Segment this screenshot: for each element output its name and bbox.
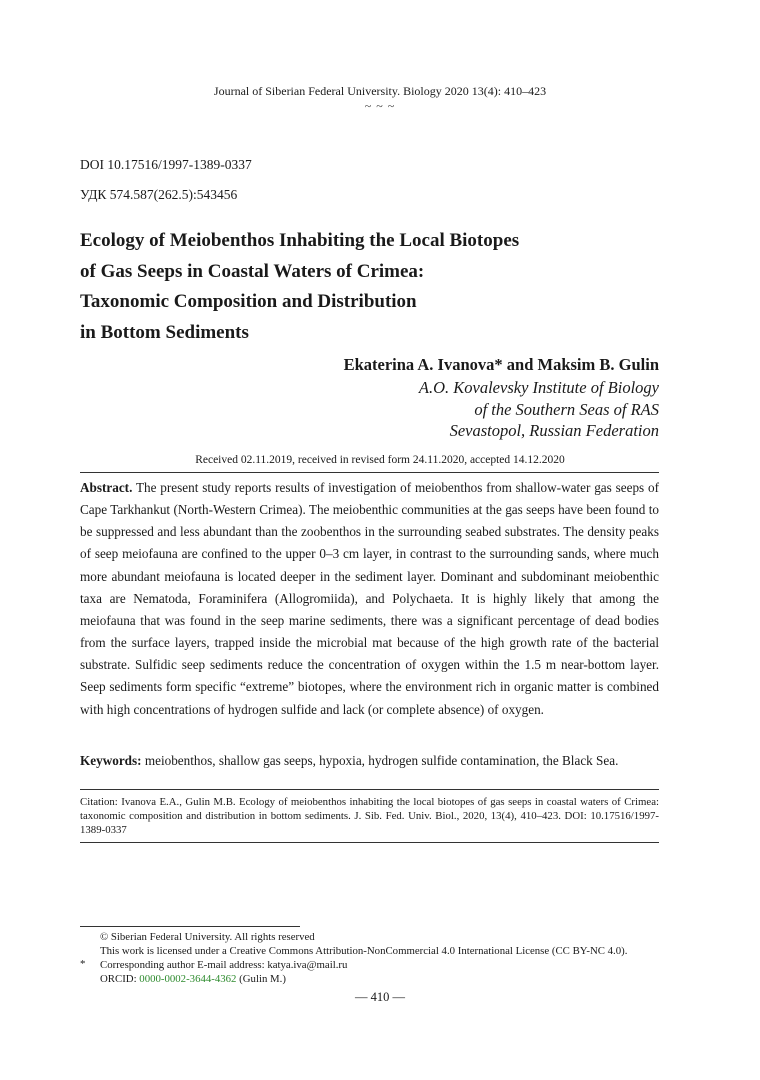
page-number: — 410 —: [355, 990, 405, 1004]
title-line: Ecology of Meiobenthos Inhabiting the Local Biotopes: [80, 230, 520, 251]
udk-code: УДК 574.587(262.5):543456: [80, 187, 238, 202]
corresponding-author-note: Corresponding author E-mail address: katya.iva@mail.ru: [100, 959, 348, 971]
orcid-link[interactable]: 0000-0002-3644-4362: [139, 973, 237, 985]
abstract-label: Abstract.: [80, 480, 133, 495]
keywords-label: Keywords:: [80, 753, 142, 768]
copyright-note: © Siberian Federal University. All rights reserved: [100, 931, 315, 943]
authors: Ekaterina A. Ivanova* and Maksim B. Gulin: [343, 355, 659, 374]
journal-header: Journal of Siberian Federal University. Biology 2020 13(4): 410–423: [213, 84, 547, 98]
affiliation: [419, 377, 659, 442]
license-note: This work is licensed under a Creative Commons Attribution-NonCommercial 4.0 International License (CC BY-NC 4.0).: [100, 945, 628, 957]
orcid-label: ORCID:: [100, 973, 140, 985]
orcid-note: [100, 972, 286, 987]
doi: DOI 10.17516/1997-1389-0337: [80, 157, 252, 172]
header-ornament: ~ ~ ~: [364, 99, 396, 113]
article-title: [80, 226, 680, 349]
citation: Citation: Ivanova E.A., Gulin M.B. Ecology of meiobenthos inhabiting the local biotopes of gas seeps in coastal waters of Crimea: taxonomic composition and distribution in bottom sediments. J. Sib. Fed. Univ. Biol., 2020, 13(4), 410–423. DOI: 10.17516/1997-1389-0337: [80, 796, 659, 836]
citation-bottom-rule: [80, 842, 659, 843]
footnote-rule: [80, 926, 300, 927]
footnote-star: *: [80, 958, 86, 970]
title-line: Taxonomic Composition and Distribution: [80, 291, 417, 313]
keywords-text: meiobenthos, shallow gas seeps, hypoxia, hydrogen sulfide contamination, the Black Sea.: [141, 753, 619, 768]
affiliation-line: of the Southern Seas of RAS: [474, 399, 659, 419]
affiliation-line: Sevastopol, Russian Federation: [449, 421, 659, 440]
received-dates: Received 02.11.2019, received in revised form 24.11.2020, accepted 14.12.2020: [195, 454, 565, 466]
abstract-text: The present study reports results of investigation of meiobenthos from shallow-water gas seeps of Cape Tarkhankut (North-Western Crimea). The meiobenthic communities at the gas seeps have been found to be suppressed and less abundant than the zoobenthos in the surrounding seabed substrates. The density peaks of seep meiofauna are confined to the upper 0–3 cm layer, in contrast to the surrounding sands, where much more abundant meiofauna is located deeper in the sediment layer. Dominant and subdominant meiobenthic taxa are Nematoda, Foraminifera (Allogromiida), and Polychaeta. It is highly likely that among the meiofauna that was found in the seep marine sediments, there was a significant percentage of dead bodies from the surface layers, trapped inside the microbial mat because of the high growth rate of the bacterial substrate. Sulfidic seep sediments reduce the concentration of oxygen within the 1.5 m near-bottom layer. Seep sediments form specific “extreme” biotopes, where the environment rich in organic matter is combined with high concentrations of hydrogen sulfide and lack (or complete absence) of oxygen.: [80, 480, 659, 717]
abstract: [80, 477, 659, 721]
orcid-suffix: (Gulin M.): [236, 973, 286, 985]
title-line: of Gas Seeps in Coastal Waters of Crimea:: [80, 260, 425, 282]
title-line: in Bottom Sediments: [80, 322, 249, 344]
keywords: [80, 751, 659, 771]
affiliation-line: A.O. Kovalevsky Institute of Biology: [418, 378, 659, 397]
citation-top-rule: [80, 789, 659, 790]
abstract-top-rule: [80, 472, 659, 473]
